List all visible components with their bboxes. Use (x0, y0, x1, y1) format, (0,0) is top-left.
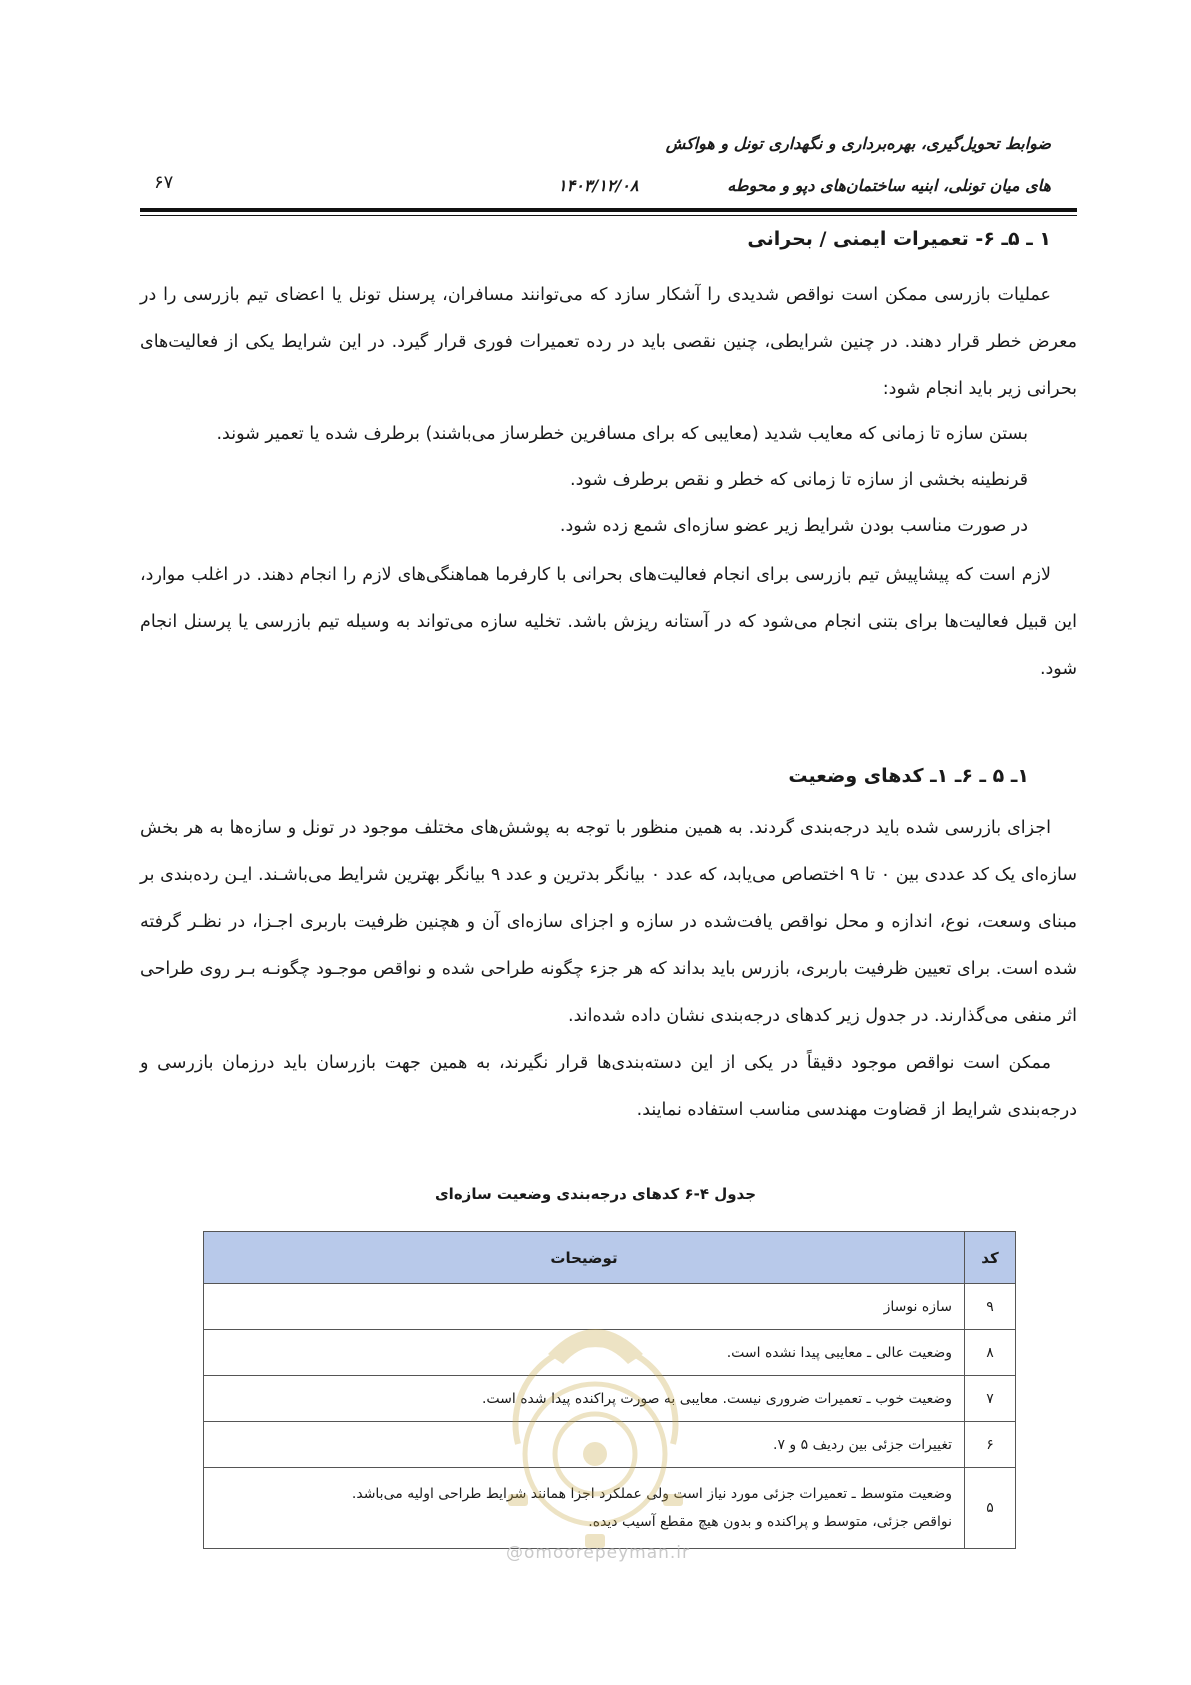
cell-code: ۹ (965, 1284, 1016, 1330)
section2-paragraph2 (140, 1040, 1077, 1134)
cell-code: ۷ (965, 1376, 1016, 1422)
cell-description: وضعیت خوب ـ تعمیرات ضروری نیست. معایبی به صورت پراکنده پیدا شده است. (204, 1376, 965, 1422)
paragraph-text: عملیات بازرسی ممکن است نواقص شدیدی را آشکار سازد که می‌توانند مسافران، پرسنل تونل یا اعضای تیم بازرسی را در معرض خطر قرار دهند. در چنین شرایطی، چنین نقصی باید در رده تعمیرات فوری قرار گیرد. در این شرایط یکی از فعالیت‌های بحرانی زیر باید انجام شود: (140, 285, 1077, 399)
table-row (204, 1330, 1016, 1376)
cell-description-line: نواقص جزئی، متوسط و پراکنده و بدون هیچ مقطع آسیب دیده. (588, 1514, 952, 1530)
cell-code: ۸ (965, 1330, 1016, 1376)
header-title-line2: های میان تونلی، ابنیه ساختمان‌های دپو و محوطه (727, 176, 1051, 195)
header-rule-thick (140, 208, 1077, 212)
column-header-code: کد (965, 1232, 1016, 1284)
section-heading-condition-codes: ۱ـ ۵ ـ ۶ـ ۱ـ کدهای وضعیت (788, 765, 1029, 787)
table-row (204, 1422, 1016, 1468)
section1-paragraph2 (140, 552, 1077, 693)
section-heading-safety-repairs: ۱ ـ ۵ـ ۶- تعمیرات ایمنی / بحرانی (747, 228, 1051, 250)
condition-codes-table (203, 1231, 1016, 1549)
column-header-description: توضیحات (204, 1232, 965, 1284)
cell-code: ۶ (965, 1422, 1016, 1468)
table-row (204, 1376, 1016, 1422)
cell-description (204, 1468, 965, 1549)
cell-description: تغییرات جزئی بین ردیف ۵ و ۷. (204, 1422, 965, 1468)
header-date: ۱۴۰۳/۱۲/۰۸ (558, 176, 639, 195)
paragraph-text: لازم است که پیشاپیش تیم بازرسی برای انجام فعالیت‌های بحرانی با کارفرما هماهنگی‌های لازم را انجام دهند. در اغلب موارد، این قبیل فعالیت‌ها برای بتنی انجام می‌شود که در آستانه ریزش باشد. تخلیه سازه می‌تواند به وسیله تیم بازرسی یا پرسنل انجام شود. (140, 565, 1077, 679)
list-item: در صورت مناسب بودن شرایط زیر عضو سازه‌ای شمع زده شود. (559, 516, 1028, 536)
table-row (204, 1468, 1016, 1549)
watermark-text: @omoorepeyman.ir (505, 1543, 691, 1563)
table-header-row (204, 1232, 1016, 1284)
page-number: ۶۷ (154, 172, 174, 193)
header-rule-thin (140, 215, 1077, 216)
cell-description-line: وضعیت متوسط ـ تعمیرات جزئی مورد نیاز است ولی عملکرد اجزا همانند شرایط طراحی اولیه می‌باشد. (351, 1486, 952, 1502)
cell-description: سازه نوساز (204, 1284, 965, 1330)
section1-paragraph1 (140, 272, 1077, 413)
header-title-line1: ضوابط تحویل‌گیری، بهره‌برداری و نگهداری تونل و هواکش (665, 134, 1051, 153)
list-item: قرنطینه بخشی از سازه تا زمانی که خطر و نقص برطرف شود. (570, 470, 1028, 490)
table-row (204, 1284, 1016, 1330)
list-item: بستن سازه تا زمانی که معایب شدید (معایبی که برای مسافرین خطرساز می‌باشند) برطرف شده یا تعمیر شوند. (216, 424, 1028, 444)
section2-paragraph1 (140, 805, 1077, 1040)
paragraph-text: ممکن است نواقص موجود دقیقاً در یکی از این دسته‌بندی‌ها قرار نگیرند، به همین جهت بازرسان باید درزمان بازرسی و درجه‌بندی شرایط از قضاوت مهندسی مناسب استفاده نمایند. (140, 1053, 1077, 1120)
paragraph-text: اجزای بازرسی شده باید درجه‌بندی گردند. به همین منظور با توجه به پوشش‌های مختلف موجود در تونل و سازه‌ها به هر بخش سازه‌ای یک کد عددی بین ۰ تا ۹ اختصاص می‌یابد، که عدد ۰ بیانگر بدترین و عدد ۹ بیانگر بهترین شرایط می‌باشـند. ایـن رده‌بندی بر مبنای وسعت، نوع، اندازه و محل نواقص یافت‌شده در سازه و اجزای سازه‌ای آن و هچنین ظرفیت باربری اجـزا، در نظـر گرفته شده است. برای تعیین ظرفیت باربری، بازرس باید بداند که هر جزء چگونه طراحی شده و نواقص موجـود چگونـه بـر روی طراحی اثر منفی می‌گذارند. در جدول زیر کدهای درجه‌بندی نشان داده شده‌اند. (140, 818, 1078, 1026)
table-caption: جدول ۴-۶ کدهای درجه‌بندی وضعیت سازه‌ای (434, 1185, 757, 1203)
cell-code: ۵ (965, 1468, 1016, 1549)
cell-description: وضعیت عالی ـ معایبی پیدا نشده است. (204, 1330, 965, 1376)
